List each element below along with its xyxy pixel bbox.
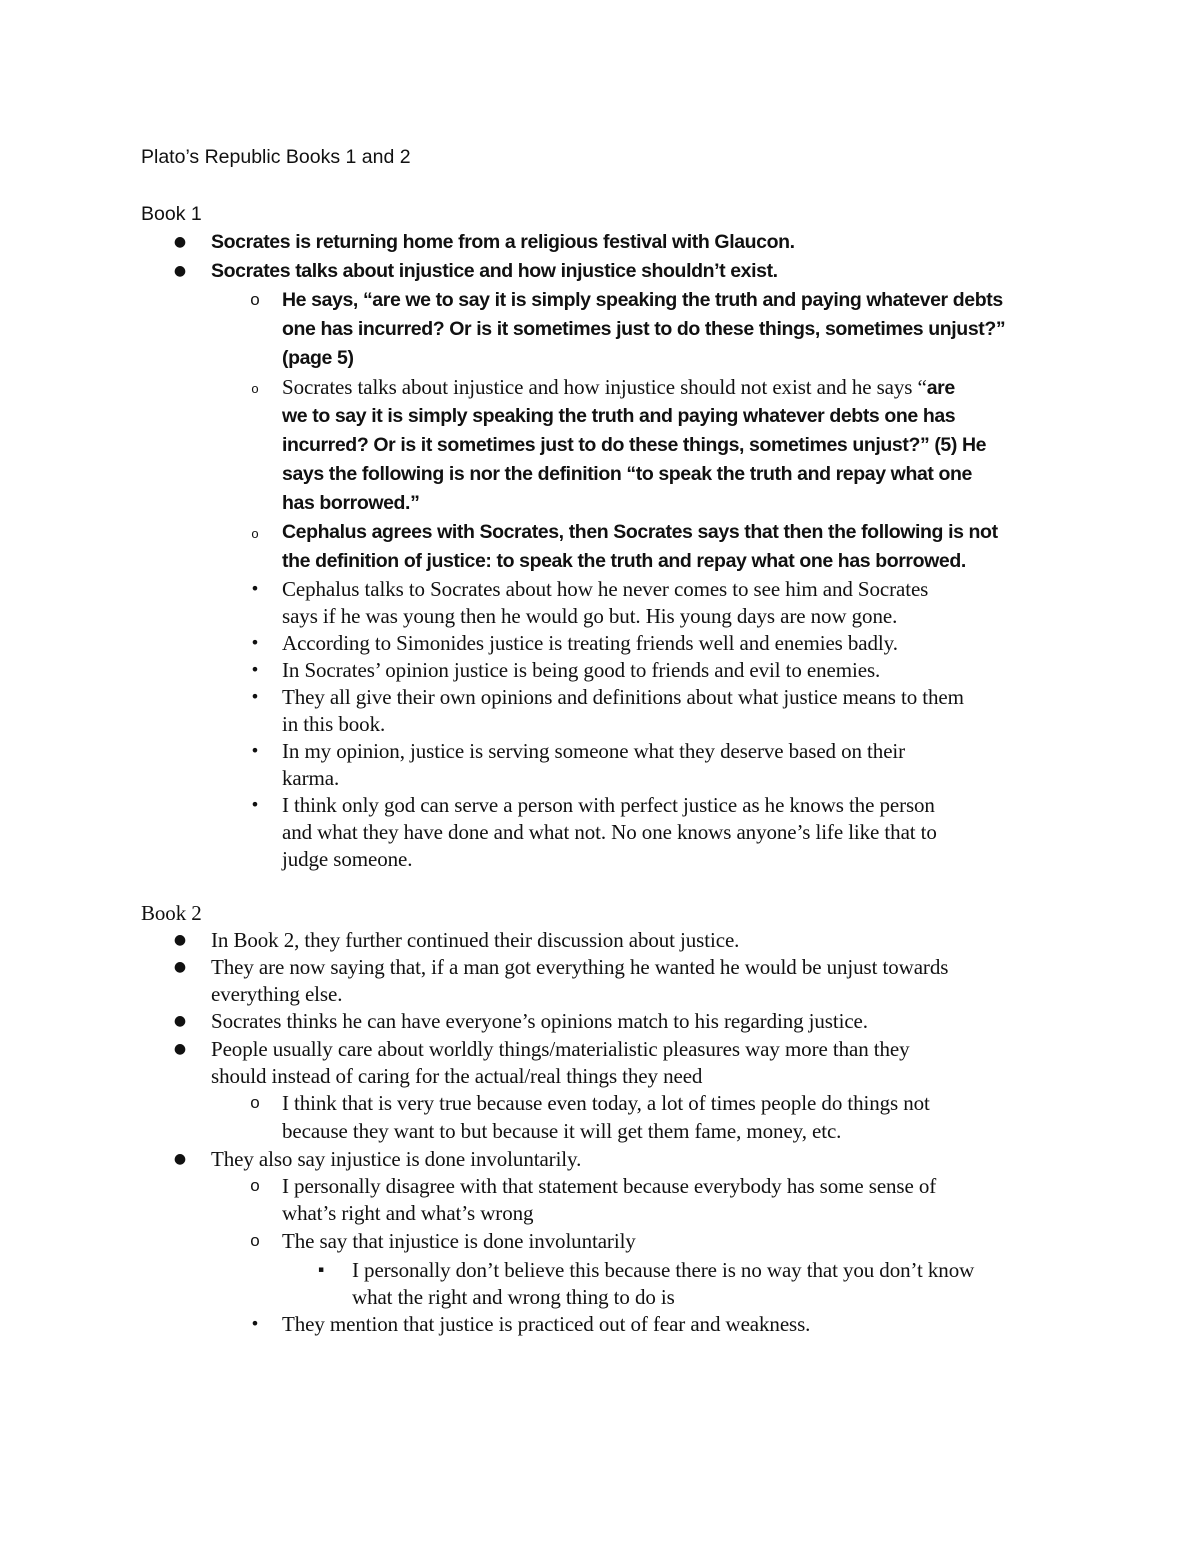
book1-line: one has incurred? Or is it sometimes just to do these things, sometimes unjust?”: [282, 318, 1006, 340]
book2-line: They also say injustice is done involuntarily.: [211, 1147, 582, 1171]
book1-heading: Book 1: [141, 203, 202, 225]
bullet-disc-marker: ●: [173, 932, 187, 948]
book2-line: The say that injustice is done involuntarily: [282, 1229, 636, 1253]
book2-line: They are now saying that, if a man got everything he wanted he would be unjust towards: [211, 955, 949, 979]
book2-line: what’s right and what’s wrong: [282, 1201, 534, 1225]
bullet-dot-marker: •: [250, 660, 260, 679]
bullet-dot-marker: •: [250, 795, 260, 814]
book1-line: Cephalus talks to Socrates about how he never comes to see him and Socrates: [282, 577, 929, 601]
book1-line: says if he was young then he would go but. His young days are now gone.: [282, 604, 898, 628]
book1-line: In my opinion, justice is serving someone what they deserve based on their: [282, 739, 906, 763]
book1-line: karma.: [282, 766, 340, 790]
bullet-disc-marker: ●: [173, 1041, 187, 1057]
bullet-circle-marker: o: [251, 381, 259, 396]
book1-line: the definition of justice: to speak the truth and repay what one has borrowed.: [282, 550, 966, 572]
bullet-dot-marker: •: [250, 687, 260, 706]
bullet-dot-marker: •: [250, 1314, 260, 1333]
book2-line: should instead of caring for the actual/real things they need: [211, 1064, 703, 1088]
book2-line: what the right and wrong thing to do is: [352, 1285, 675, 1309]
book1-line: Cephalus agrees with Socrates, then Socrates says that then the following is not: [282, 521, 998, 543]
bullet-dot-marker: •: [250, 741, 260, 760]
book1-line: They all give their own opinions and definitions about what justice means to them: [282, 685, 964, 709]
bullet-disc-marker: ●: [173, 1151, 187, 1167]
bullet-circle-marker: o: [250, 1093, 260, 1112]
bullet-disc-marker: ●: [173, 959, 187, 975]
book1-line: we to say it is simply speaking the truth and paying whatever debts one has: [282, 405, 956, 427]
bullet-dot-marker: •: [250, 579, 260, 598]
bullet-square-marker: ▪: [317, 1265, 325, 1275]
book1-line: in this book.: [282, 712, 386, 736]
book2-heading: Book 2: [141, 901, 202, 925]
bullet-disc-marker: ●: [173, 263, 187, 279]
bullet-circle-marker: o: [250, 1176, 260, 1195]
book1-line: In Socrates’ opinion justice is being good to friends and evil to enemies.: [282, 658, 881, 682]
bullet-disc-marker: ●: [173, 1013, 187, 1029]
book1-line: Socrates is returning home from a religious festival with Glaucon.: [211, 231, 795, 253]
book1-mixed-line: [282, 373, 955, 401]
book1-line-bold-part: are: [926, 377, 955, 399]
bullet-circle-marker: o: [251, 526, 259, 541]
book1-line: He says, “are we to say it is simply speaking the truth and paying whatever debts: [282, 289, 1003, 311]
book2-line: I personally don’t believe this because there is no way that you don’t know: [352, 1258, 975, 1282]
book1-line: says the following is nor the definition “to speak the truth and repay what one: [282, 463, 972, 485]
book2-line: In Book 2, they further continued their discussion about justice.: [211, 928, 740, 952]
bullet-disc-marker: ●: [173, 234, 187, 250]
book2-line: everything else.: [211, 982, 343, 1006]
book2-line: They mention that justice is practiced out of fear and weakness.: [282, 1312, 811, 1336]
book1-line: I think only god can serve a person with perfect justice as he knows the person: [282, 793, 935, 817]
book2-line: People usually care about worldly things/materialistic pleasures way more than they: [211, 1037, 910, 1061]
book2-line: because they want to but because it will get them fame, money, etc.: [282, 1119, 842, 1143]
book1-line: According to Simonides justice is treating friends well and enemies badly.: [282, 631, 898, 655]
book2-line: I personally disagree with that statement because everybody has some sense of: [282, 1174, 937, 1198]
book1-line: has borrowed.”: [282, 492, 420, 514]
book2-line: Socrates thinks he can have everyone’s opinions match to his regarding justice.: [211, 1009, 868, 1033]
book1-line: judge someone.: [282, 847, 413, 871]
book1-line: (page 5): [282, 347, 354, 369]
document-title: Plato’s Republic Books 1 and 2: [141, 146, 411, 168]
bullet-dot-marker: •: [250, 633, 260, 652]
bullet-circle-marker: o: [250, 290, 260, 309]
book1-line: Socrates talks about injustice and how injustice shouldn’t exist.: [211, 260, 778, 282]
book1-line-regular-part: Socrates talks about injustice and how injustice should not exist and he says “: [282, 375, 927, 399]
book2-line: I think that is very true because even today, a lot of times people do things not: [282, 1091, 930, 1115]
bullet-circle-marker: o: [250, 1231, 260, 1250]
book1-line: incurred? Or is it sometimes just to do these things, sometimes unjust?” (5) He: [282, 434, 987, 456]
book1-line: and what they have done and what not. No one knows anyone’s life like that to: [282, 820, 937, 844]
